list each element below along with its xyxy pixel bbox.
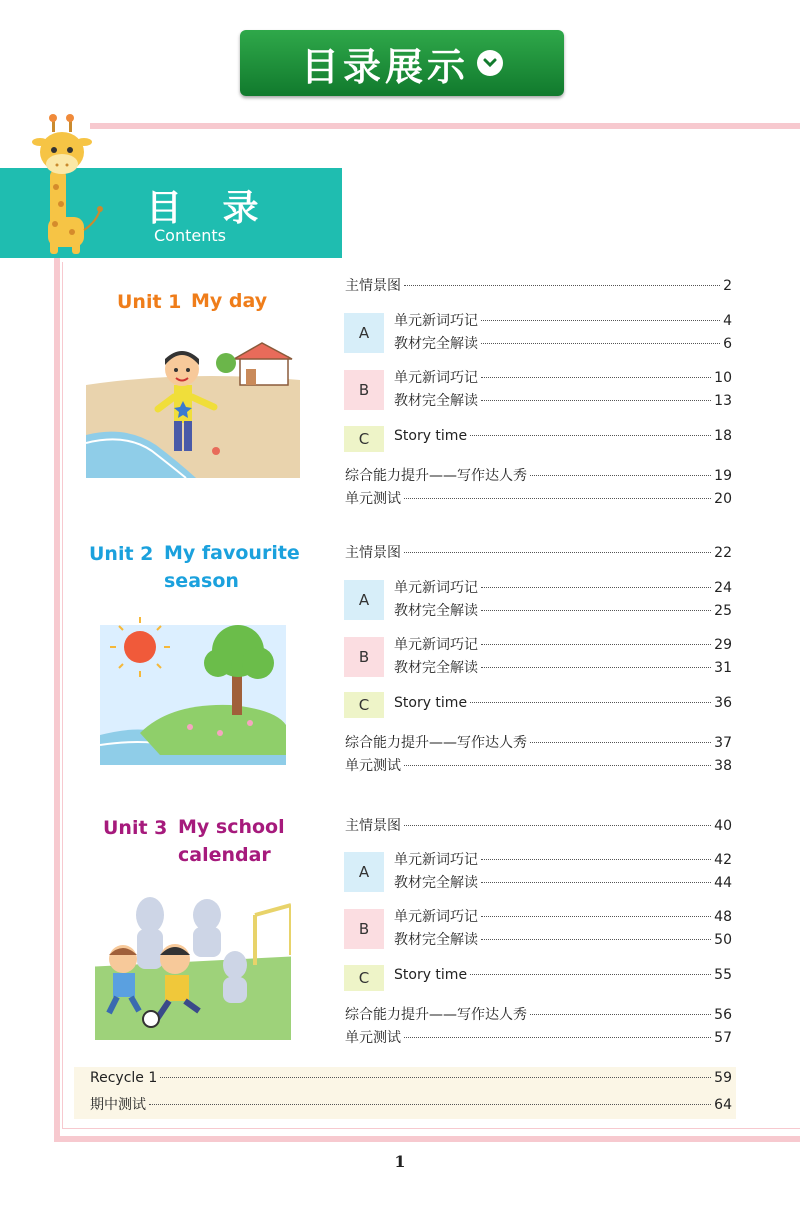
toc-page: 29 — [714, 637, 732, 653]
unit3-number: Unit 3 — [103, 817, 168, 839]
unit2-section-c-tag: C — [344, 692, 384, 718]
unit2-title-line1: My favourite — [164, 542, 300, 564]
unit3-title-line2: calendar — [178, 844, 271, 866]
unit2-title-line2: season — [164, 570, 239, 592]
unit1-number: Unit 1 — [117, 291, 182, 313]
toc-entry[interactable] — [394, 310, 732, 332]
dot-leader — [481, 399, 711, 401]
toc-page: 64 — [714, 1097, 732, 1113]
toc-page: 36 — [714, 695, 732, 711]
toc-label: 单元测试 — [345, 758, 401, 774]
toc-label: Story time — [394, 695, 468, 711]
toc-label: 单元新词巧记 — [394, 313, 478, 329]
contents-subtitle: Contents — [154, 226, 226, 245]
toc-page: 38 — [714, 758, 732, 774]
unit3-section-a-tag: A — [344, 852, 384, 892]
unit1-title: My day — [191, 290, 268, 312]
dot-leader — [530, 1013, 711, 1015]
toc-page: 2 — [723, 278, 732, 294]
toc-entry[interactable] — [345, 275, 732, 297]
dot-leader — [404, 497, 711, 499]
toc-label: 教材完全解读 — [394, 875, 478, 891]
toc-entry[interactable] — [345, 465, 732, 487]
toc-label: Recycle 1 — [90, 1070, 158, 1086]
toc-label: 期中测试 — [90, 1097, 146, 1113]
toc-label: 教材完全解读 — [394, 393, 478, 409]
toc-entry[interactable] — [394, 967, 732, 989]
toc-entry[interactable] — [345, 732, 732, 754]
toc-entry[interactable] — [345, 815, 732, 837]
toc-page: 44 — [714, 875, 732, 891]
toc-page: 40 — [714, 818, 732, 834]
toc-label: 单元测试 — [345, 1030, 401, 1046]
toc-page: 57 — [714, 1030, 732, 1046]
toc-label: 单元新词巧记 — [394, 909, 478, 925]
dot-leader — [481, 342, 720, 344]
toc-page: 24 — [714, 580, 732, 596]
toc-entry[interactable] — [394, 929, 732, 951]
unit2-illustration — [100, 615, 286, 765]
title-banner — [240, 30, 564, 96]
toc-entry[interactable] — [394, 390, 732, 412]
contents-title: 目 录 — [146, 188, 273, 229]
dot-leader — [481, 858, 711, 860]
toc-entry[interactable] — [345, 488, 732, 510]
unit1-illustration — [86, 335, 300, 478]
unit1-section-c-tag: C — [344, 426, 384, 452]
unit2-number: Unit 2 — [89, 543, 154, 565]
toc-page: 6 — [723, 336, 732, 352]
toc-label: 教材完全解读 — [394, 660, 478, 676]
toc-label: 主情景图 — [345, 545, 401, 561]
toc-label: 单元新词巧记 — [394, 852, 478, 868]
toc-entry[interactable] — [394, 333, 732, 355]
dot-leader — [481, 319, 720, 321]
dot-leader — [470, 434, 711, 436]
toc-label: 综合能力提升——写作达人秀 — [345, 735, 527, 751]
dot-leader — [481, 881, 711, 883]
toc-label: 教材完全解读 — [394, 336, 478, 352]
toc-page: 56 — [714, 1007, 732, 1023]
unit1-section-b-tag: B — [344, 370, 384, 410]
toc-entry[interactable] — [345, 1027, 732, 1049]
giraffe-icon — [28, 112, 108, 257]
unit3-section-b-tag: B — [344, 909, 384, 949]
toc-entry-recycle[interactable] — [90, 1070, 732, 1092]
toc-page: 20 — [714, 491, 732, 507]
toc-entry[interactable] — [345, 542, 732, 564]
dot-leader — [404, 764, 711, 766]
toc-page: 55 — [714, 967, 732, 983]
toc-label: 单元测试 — [345, 491, 401, 507]
unit3-illustration — [95, 885, 291, 1040]
unit1-section-a-tag: A — [344, 313, 384, 353]
toc-page: 25 — [714, 603, 732, 619]
dot-leader — [530, 474, 711, 476]
dot-leader — [481, 376, 711, 378]
unit3-section-c-tag: C — [344, 965, 384, 991]
toc-page: 48 — [714, 909, 732, 925]
toc-entry[interactable] — [394, 634, 732, 656]
dot-leader — [470, 973, 711, 975]
unit3-title-line1: My school — [178, 816, 285, 838]
toc-page: 50 — [714, 932, 732, 948]
toc-entry[interactable] — [345, 755, 732, 777]
dot-leader — [404, 551, 711, 553]
toc-page: 4 — [723, 313, 732, 329]
chevron-down-icon — [477, 50, 503, 76]
dot-leader — [404, 284, 720, 286]
toc-label: 单元新词巧记 — [394, 580, 478, 596]
dot-leader — [404, 1036, 711, 1038]
page-number: 1 — [394, 1152, 406, 1171]
banner-title: 目录展示 — [300, 44, 469, 89]
unit2-section-a-tag: A — [344, 580, 384, 620]
dot-leader — [481, 609, 711, 611]
dot-leader — [481, 586, 711, 588]
dot-leader — [160, 1076, 711, 1078]
toc-page: 31 — [714, 660, 732, 676]
dot-leader — [470, 701, 711, 703]
toc-entry[interactable] — [394, 906, 732, 928]
toc-entry[interactable] — [345, 1004, 732, 1026]
toc-page: 10 — [714, 370, 732, 386]
toc-page: 19 — [714, 468, 732, 484]
toc-entry[interactable] — [394, 428, 732, 450]
unit2-section-b-tag: B — [344, 637, 384, 677]
toc-entry[interactable] — [394, 695, 732, 717]
toc-entry[interactable] — [394, 872, 732, 894]
dot-leader — [530, 741, 711, 743]
dot-leader — [481, 643, 711, 645]
toc-entry[interactable] — [394, 367, 732, 389]
toc-entry[interactable] — [394, 849, 732, 871]
toc-label: 主情景图 — [345, 278, 401, 294]
dot-leader — [481, 915, 711, 917]
dot-leader — [404, 824, 711, 826]
toc-label: 主情景图 — [345, 818, 401, 834]
toc-label: 教材完全解读 — [394, 603, 478, 619]
dot-leader — [481, 938, 711, 940]
toc-entry[interactable] — [394, 577, 732, 599]
toc-entry-midterm[interactable] — [90, 1094, 732, 1116]
toc-page: 22 — [714, 545, 732, 561]
toc-entry[interactable] — [394, 600, 732, 622]
toc-label: 单元新词巧记 — [394, 370, 478, 386]
toc-entry[interactable] — [394, 657, 732, 679]
toc-page: 18 — [714, 428, 732, 444]
dot-leader — [481, 666, 711, 668]
toc-page: 42 — [714, 852, 732, 868]
toc-label: 综合能力提升——写作达人秀 — [345, 1007, 527, 1023]
dot-leader — [149, 1103, 711, 1105]
toc-label: 单元新词巧记 — [394, 637, 478, 653]
toc-label: Story time — [394, 967, 468, 983]
toc-label: Story time — [394, 428, 468, 444]
toc-label: 综合能力提升——写作达人秀 — [345, 468, 527, 484]
top-divider — [90, 123, 800, 129]
toc-page: 37 — [714, 735, 732, 751]
toc-label: 教材完全解读 — [394, 932, 478, 948]
toc-page: 13 — [714, 393, 732, 409]
toc-page: 59 — [714, 1070, 732, 1086]
